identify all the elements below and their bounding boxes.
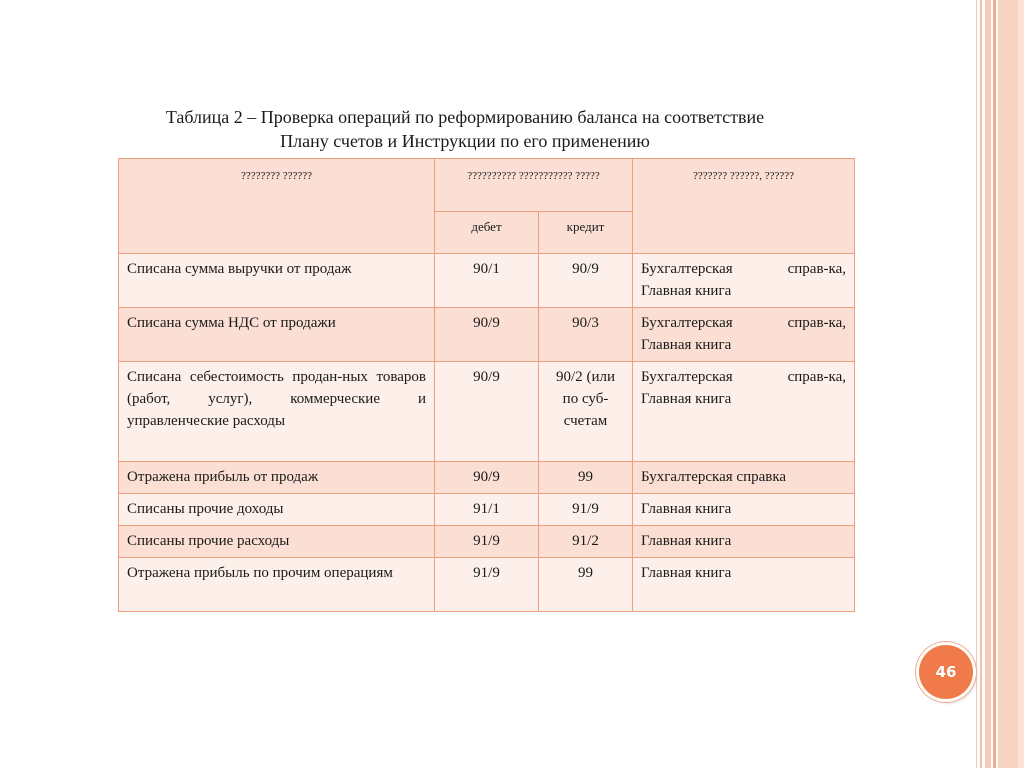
cell-document: Бухгалтерская справ-ка, Главная книга bbox=[633, 362, 855, 462]
header-debit: дебет bbox=[435, 212, 539, 254]
cell-credit: 91/9 bbox=[539, 494, 633, 526]
table-row bbox=[119, 254, 855, 308]
cell-credit: 91/2 bbox=[539, 526, 633, 558]
cell-operation: Отражена прибыль по прочим операциям bbox=[119, 558, 435, 612]
cell-document: Главная книга bbox=[633, 558, 855, 612]
cell-operation: Списана сумма выручки от продаж bbox=[119, 254, 435, 308]
operations-table bbox=[118, 158, 855, 612]
cell-debit: 90/9 bbox=[435, 462, 539, 494]
cell-debit: 91/9 bbox=[435, 558, 539, 612]
cell-operation: Списана себестоимость продан-ных товаров (работ, услуг), коммерческие и управленческие расходы bbox=[119, 362, 435, 462]
cell-credit: 99 bbox=[539, 462, 633, 494]
table-row bbox=[119, 494, 855, 526]
cell-document: Бухгалтерская справ-ка, Главная книга bbox=[633, 308, 855, 362]
header-accounts: ?????????? ??????????? ????? bbox=[435, 159, 633, 212]
decor-stripe bbox=[993, 0, 996, 768]
cell-debit: 90/1 bbox=[435, 254, 539, 308]
cell-document: Главная книга bbox=[633, 526, 855, 558]
cell-document: Главная книга bbox=[633, 494, 855, 526]
header-operation: ???????? ?????? bbox=[119, 159, 435, 254]
table-row bbox=[119, 308, 855, 362]
cell-operation: Списаны прочие доходы bbox=[119, 494, 435, 526]
table-row bbox=[119, 558, 855, 612]
header-document: ??????? ??????, ?????? bbox=[633, 159, 855, 254]
cell-document: Бухгалтерская справка bbox=[633, 462, 855, 494]
cell-credit: 90/9 bbox=[539, 254, 633, 308]
cell-credit: 90/3 bbox=[539, 308, 633, 362]
cell-operation: Списана сумма НДС от продажи bbox=[119, 308, 435, 362]
title-line-1: Таблица 2 – Проверка операций по реформированию баланса на соответствие bbox=[165, 107, 765, 127]
table-row bbox=[119, 526, 855, 558]
cell-debit: 91/9 bbox=[435, 526, 539, 558]
cell-operation: Отражена прибыль от продаж bbox=[119, 462, 435, 494]
decor-stripe bbox=[976, 0, 977, 768]
cell-credit: 90/2 (или по суб-счетам bbox=[539, 362, 633, 462]
table-row bbox=[119, 462, 855, 494]
table-header-row bbox=[119, 159, 855, 212]
decor-stripe bbox=[980, 0, 982, 768]
title-line-2: Плану счетов и Инструкции по его применению bbox=[280, 131, 650, 151]
cell-debit: 90/9 bbox=[435, 308, 539, 362]
cell-debit: 90/9 bbox=[435, 362, 539, 462]
table-title bbox=[70, 105, 860, 153]
cell-credit: 99 bbox=[539, 558, 633, 612]
cell-operation: Списаны прочие расходы bbox=[119, 526, 435, 558]
page-number-badge: 46 bbox=[919, 645, 973, 699]
decor-stripe bbox=[1018, 0, 1024, 768]
table-row bbox=[119, 362, 855, 462]
header-credit: кредит bbox=[539, 212, 633, 254]
cell-document: Бухгалтерская справ-ка, Главная книга bbox=[633, 254, 855, 308]
decor-stripe bbox=[985, 0, 991, 768]
cell-debit: 91/1 bbox=[435, 494, 539, 526]
